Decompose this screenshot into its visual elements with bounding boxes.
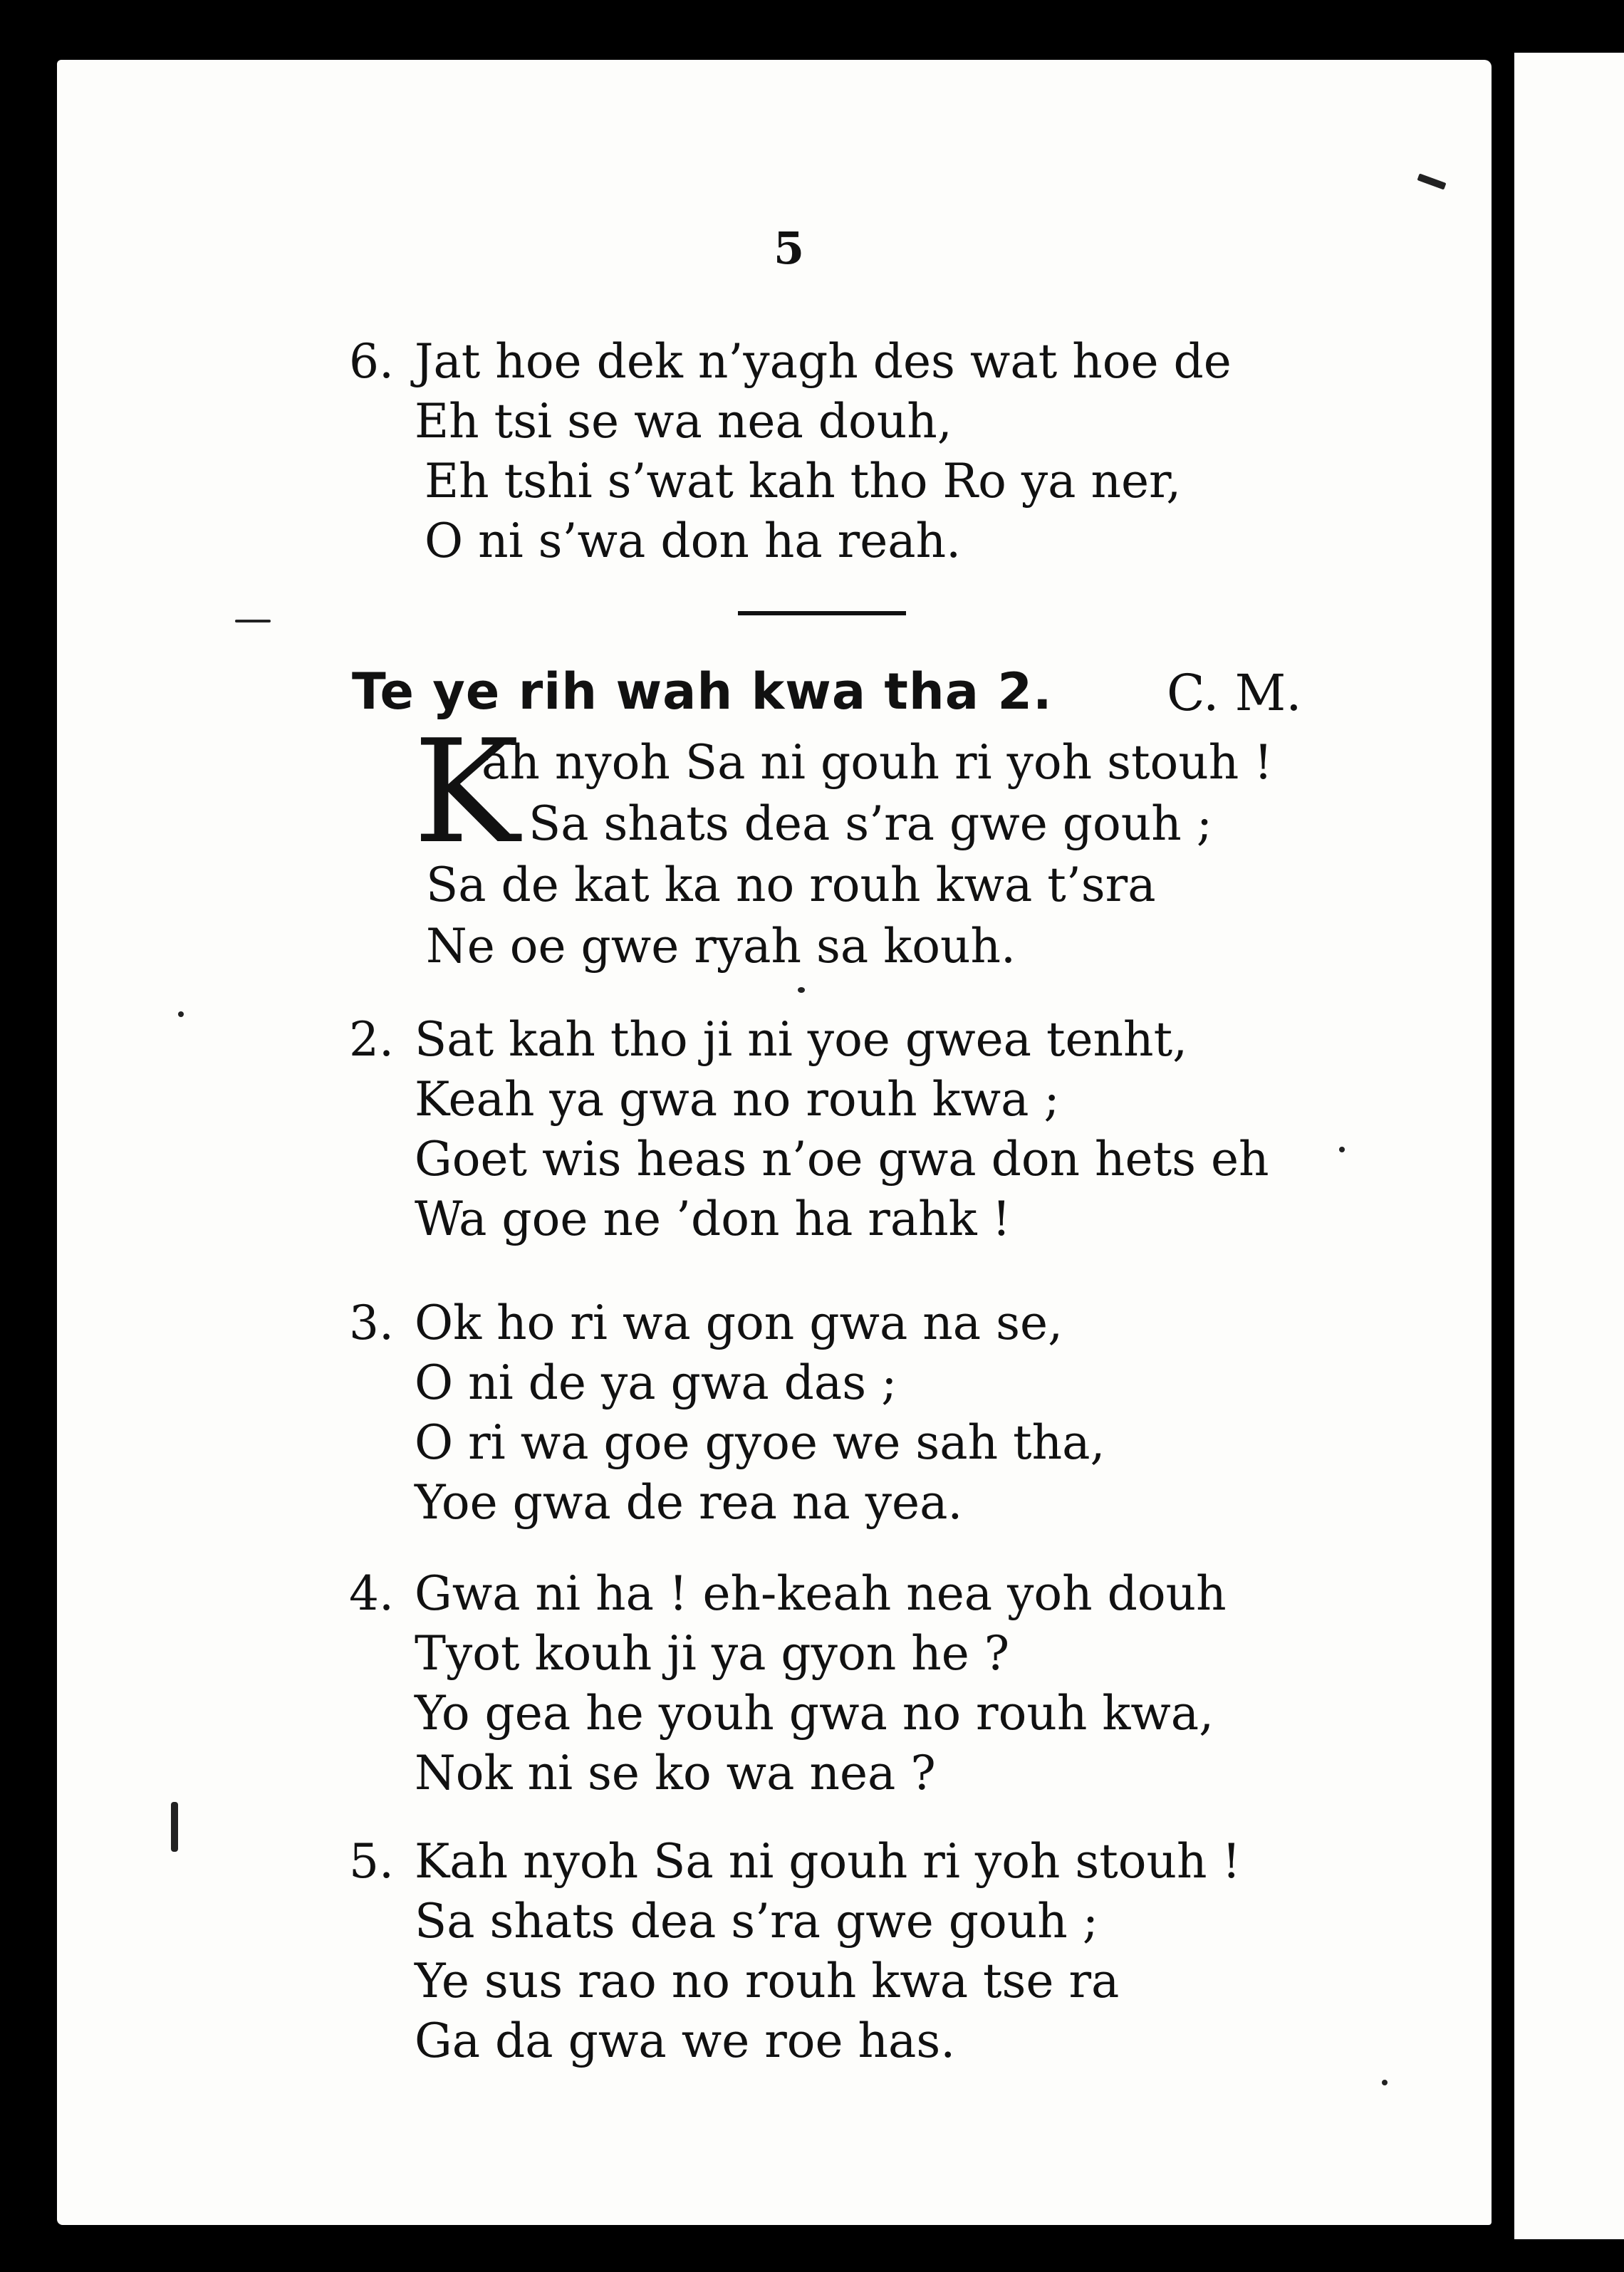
verse-line: Nok ni se ko wa nea ?: [415, 1746, 936, 1801]
verse-line: O ni de ya gwa das ;: [415, 1355, 897, 1410]
verse-line: Yoe gwa de rea na yea.: [415, 1475, 963, 1530]
stanza-number: 5.: [349, 1834, 394, 1889]
verse-line: O ri wa goe gyoe we sah tha,: [415, 1415, 1105, 1470]
stanza-1: [413, 709, 1273, 977]
facing-page-edge: [1514, 53, 1624, 2239]
stanza-number: 3.: [349, 1296, 394, 1350]
verse-line: Ok ho ri wa gon gwa na se,: [415, 1296, 1063, 1350]
hymn-meter: C. M.: [1167, 664, 1302, 722]
verse-line: Ga da gwa we roe has.: [415, 2013, 956, 2068]
stanza-3: [349, 1293, 1105, 1533]
stanza-number: 6.: [349, 334, 394, 389]
verse-line: Sa de kat ka no rouh kwa t’sra: [426, 858, 1156, 912]
verse-line: Eh tsi se wa nea douh,: [415, 394, 952, 449]
stanza-number: 2.: [349, 1012, 394, 1067]
verse-line: Wa goe ne ’don ha rahk !: [415, 1192, 1011, 1246]
stanza-2: [349, 1010, 1269, 1249]
stanza-4: [349, 1564, 1227, 1803]
verse-line: Sa shats dea s’ra gwe gouh ;: [529, 796, 1212, 851]
hymn-title: Te ye rih wah kwa tha 2.: [352, 662, 1053, 721]
stanza-number: 4.: [349, 1566, 394, 1621]
page-number: 5: [774, 222, 805, 274]
stanza-5: [349, 1832, 1241, 2071]
stanza-6: [349, 332, 1232, 571]
verse-line: Eh tshi s’wat kah tho Ro ya ner,: [425, 454, 1182, 509]
verse-line: Jat hoe dek n’yagh des wat hoe de: [415, 334, 1232, 389]
verse-line: O ni s’wa don ha reah.: [425, 514, 962, 568]
verse-line: Yo gea he youh gwa no rouh kwa,: [415, 1686, 1214, 1741]
verse-line: ah nyoh Sa ni gouh ri yoh stouh !: [482, 735, 1273, 790]
drop-cap: K: [413, 709, 520, 875]
verse-line: Keah ya gwa no rouh kwa ;: [415, 1072, 1060, 1127]
verse-line: Ne oe gwe ryah sa kouh.: [426, 919, 1016, 974]
verse-line: Gwa ni ha ! eh-keah nea yoh douh: [415, 1566, 1227, 1621]
verse-line: Sat kah tho ji ni yoe gwea tenht,: [415, 1012, 1188, 1067]
verse-line: Tyot kouh ji ya gyon he ?: [415, 1626, 1010, 1681]
verse-line: Goet wis heas n’oe gwa don hets eh: [415, 1132, 1269, 1187]
section-divider: [738, 611, 906, 615]
verse-line: Ye sus rao no rouh kwa tse ra: [415, 1954, 1120, 2008]
verse-line: Kah nyoh Sa ni gouh ri yoh stouh !: [415, 1834, 1242, 1889]
verse-line: Sa shats dea s’ra gwe gouh ;: [415, 1894, 1098, 1949]
